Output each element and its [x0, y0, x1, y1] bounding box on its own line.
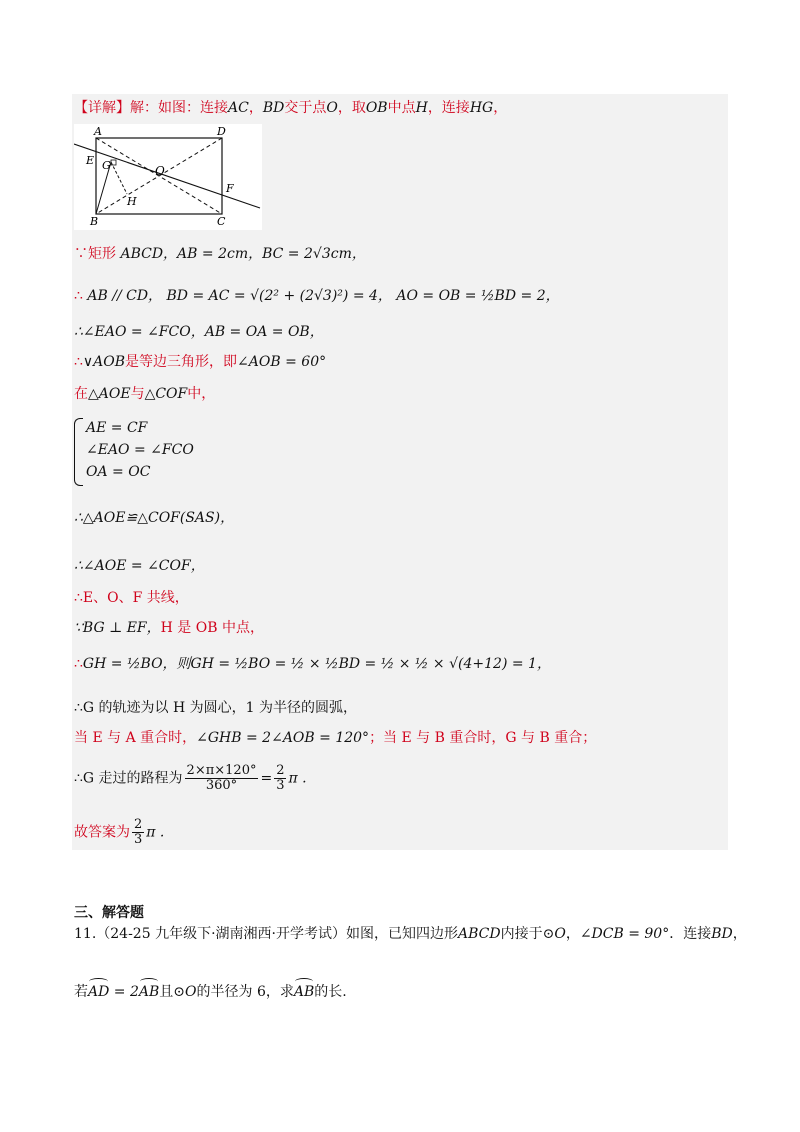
line-rectangle: ∵矩形 ABCD，AB = 2cm，BC = 2√3cm，: [74, 246, 366, 262]
arc-ad: AD: [88, 978, 109, 1002]
fraction: $\frac{2\times\pi\times 120^\circ}{360^\circ}$: [186, 763, 257, 793]
label-b: B: [90, 215, 99, 228]
solution-header: 【详解】解：如图：连接AC，BD交于点O，取OB中点H，连接HG，: [74, 100, 508, 116]
line-angles: ∴∠EAO = ∠FCO，AB = OA = OB，: [74, 324, 324, 340]
brace-row: OA = OC: [86, 464, 151, 480]
line-perpendicular: ∵BG ⊥ EF，H 是 OB 中点，: [74, 620, 264, 636]
line-answer: 故答案为 $\frac{2}{3}$ π .: [74, 817, 165, 847]
label-f: F: [226, 182, 234, 195]
section-title: 三、解答题: [74, 905, 144, 921]
segment-gh: [111, 162, 127, 194]
line-cases: 当 E 与 A 重合时，∠GHB = 2∠AOB = 120°；当 E 与 B 重合时，G 与 B 重合；: [74, 730, 597, 746]
arc-ab: AB: [294, 978, 314, 1002]
question-line-1: 11.（24-25 九年级下·湖南湘西·开学考试）如图，已知四边形ABCD内接于⊙O，∠DCB = 90°．连接BD，: [74, 926, 747, 942]
brace-row: ∠EAO = ∠FCO: [86, 442, 194, 458]
line-congruent: ∴△AOE≌△COF(SAS)，: [74, 510, 235, 526]
brace-mark: [74, 418, 83, 486]
question-line-2: 若AD = 2AB且⊙O的半径为 6，求AB的长.: [74, 978, 347, 1002]
line-path-length: ∴G 走过的路程为 $\frac{2\times\pi\times 120^\circ}{360^\circ}$ = $\frac{2}{3}$ π .: [74, 763, 307, 793]
label-h: H: [127, 195, 137, 208]
geometry-figure: [74, 124, 262, 230]
line-collinear: ∴E、O、F 共线，: [74, 590, 189, 606]
brace-row: AE = CF: [86, 420, 148, 436]
label-g: G: [102, 159, 111, 172]
line-equilateral: ∴∨AOB是等边三角形，即∠AOB = 60°: [74, 354, 327, 370]
label-e: E: [86, 154, 95, 167]
label-a: A: [94, 125, 102, 138]
fraction: $\frac{2}{3}$: [276, 763, 285, 793]
line-equal-angles: ∴∠AOE = ∠COF，: [74, 558, 205, 574]
label-c: C: [217, 215, 226, 228]
line-ef: [74, 144, 260, 208]
line-lengths: ∴ AB // CD， BD = AC = √(2² + (2√3)²) = 4， AO = OB = ½BD = 2，: [74, 288, 560, 304]
label-d: D: [217, 125, 226, 138]
line-locus: ∴G 的轨迹为以 H 为圆心，1 为半径的圆弧，: [74, 700, 358, 716]
label-o: O: [155, 164, 165, 178]
rectangle-diagram: [74, 124, 262, 230]
line-triangles: 在△AOE与△COF中，: [74, 386, 216, 402]
detail-label: 【详解】: [74, 100, 130, 116]
arc-ab: AB: [139, 978, 159, 1002]
fraction: $\frac{2}{3}$: [134, 817, 143, 847]
line-gh-length: ∴GH = ½BO，则GH = ½BO = ½ × ½BD = ½ × ½ × √(4+12) = 1，: [74, 656, 551, 672]
